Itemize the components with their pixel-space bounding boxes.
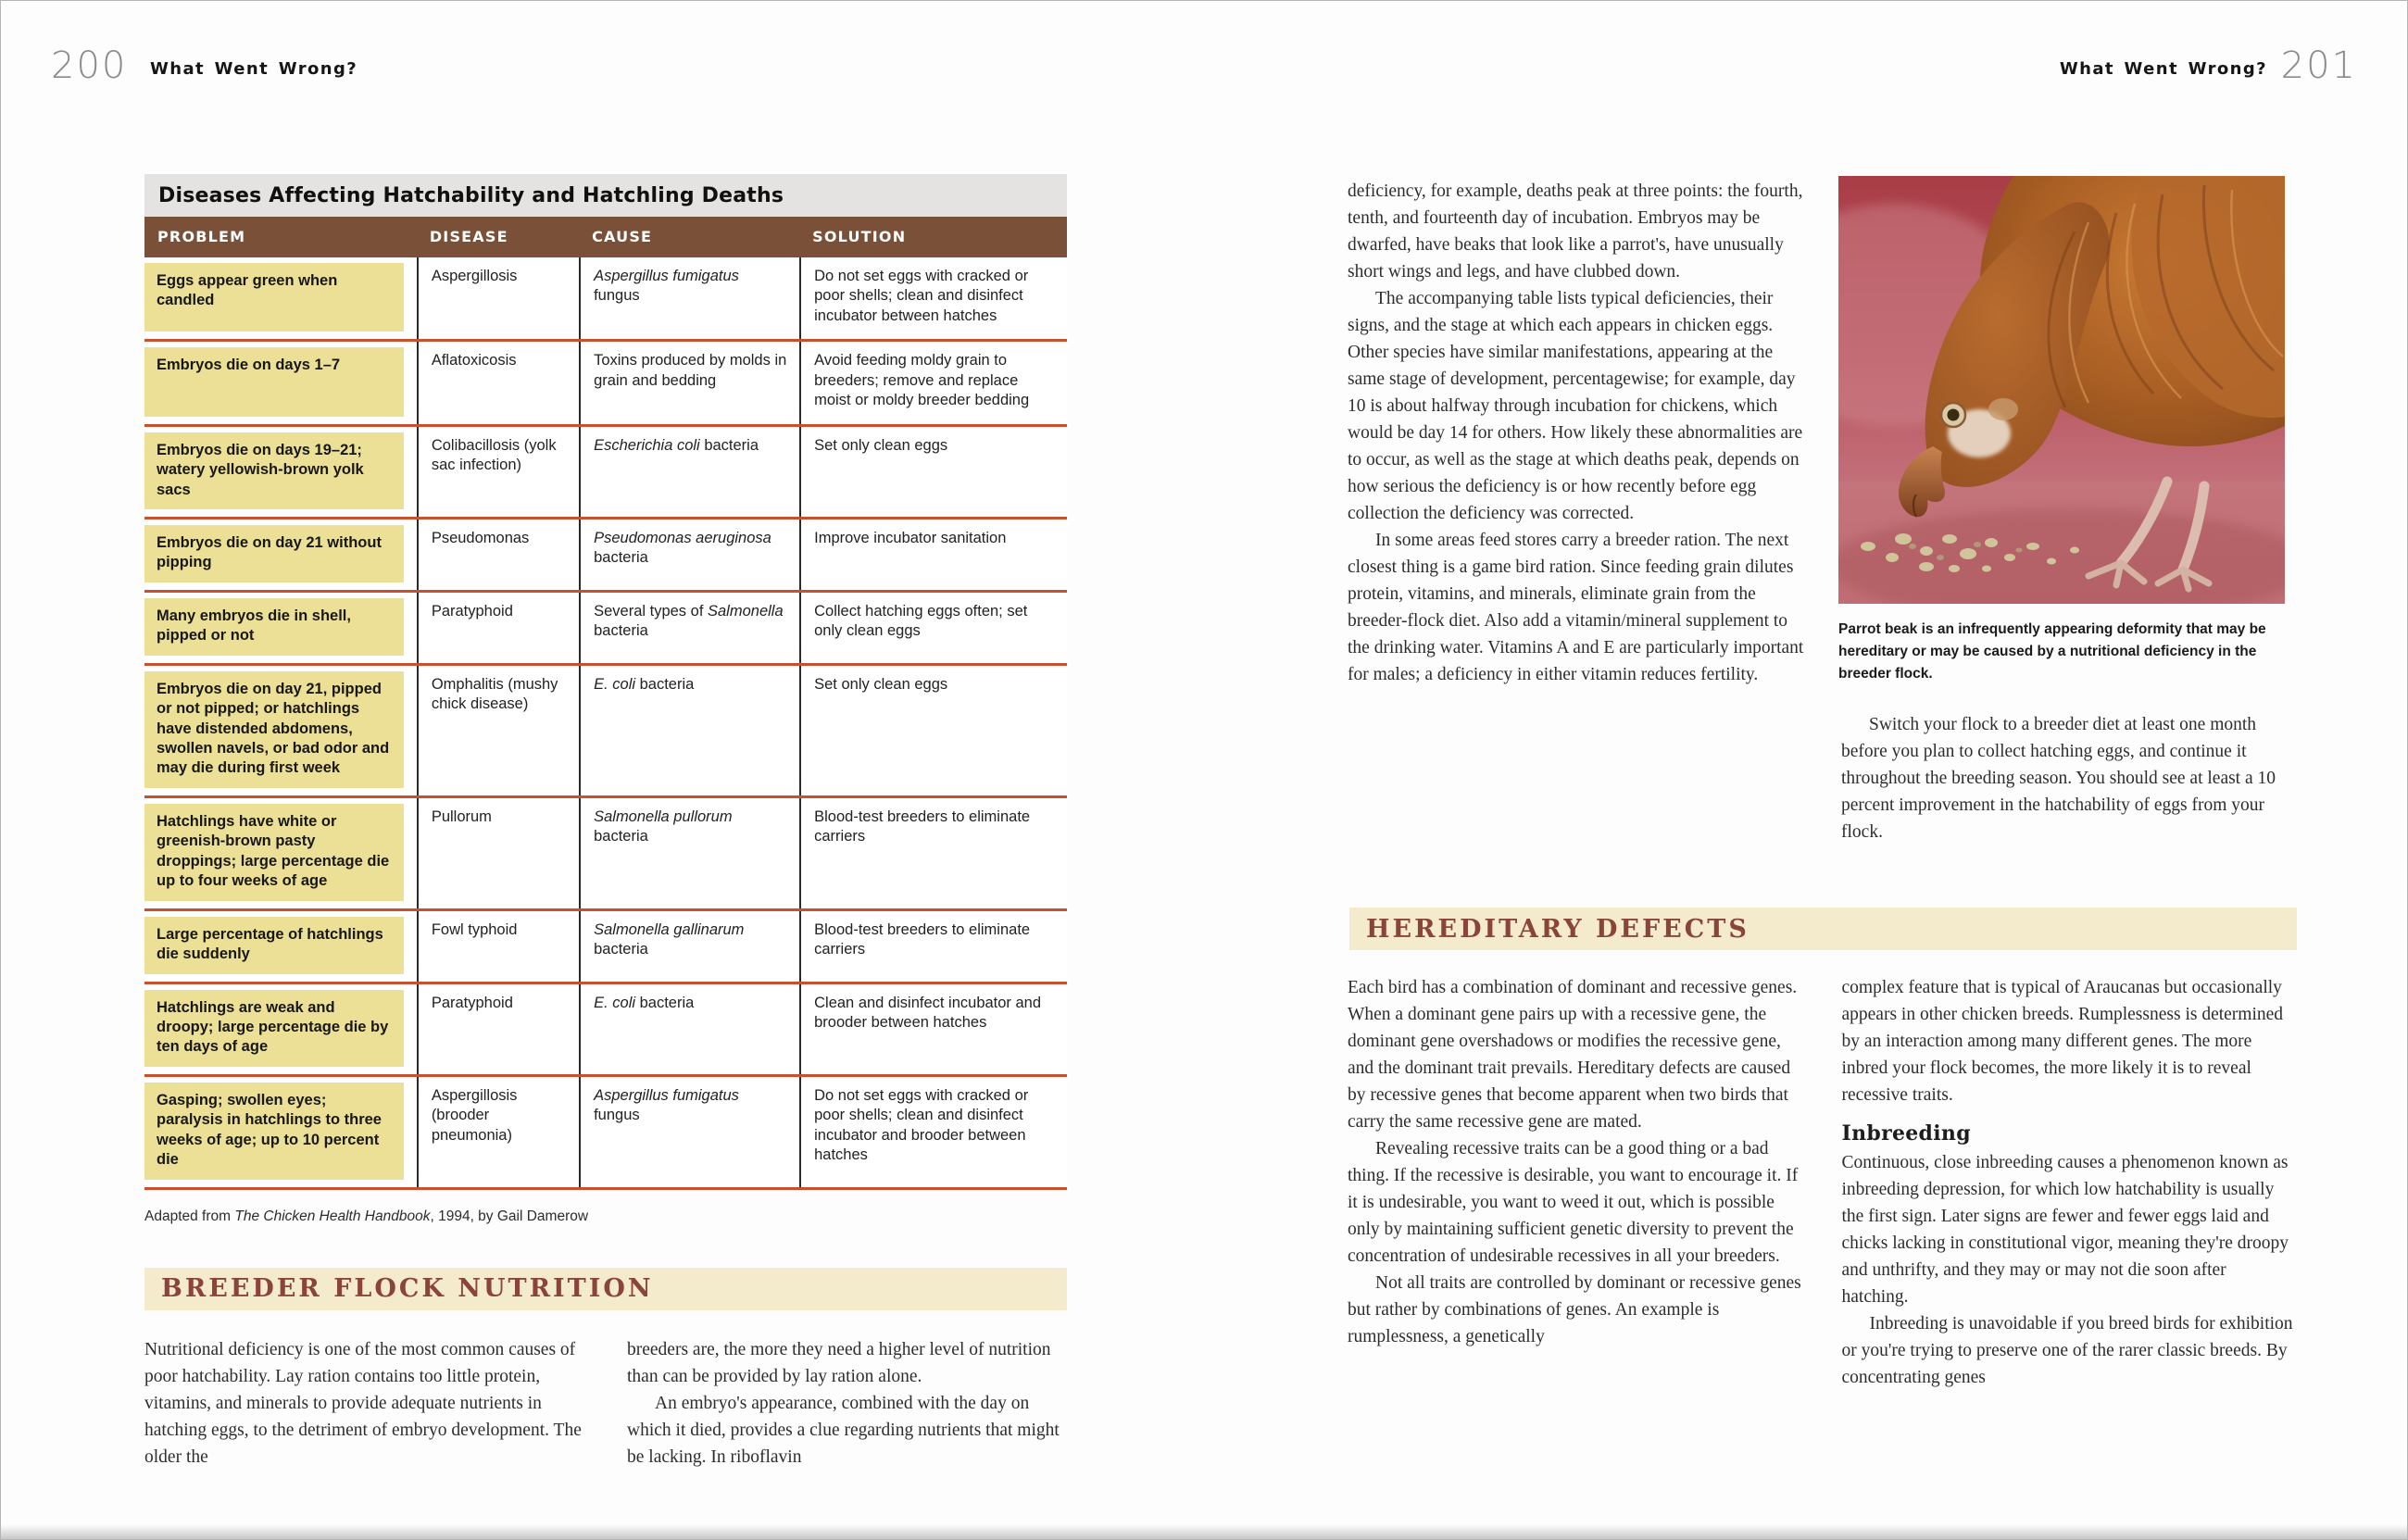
problem-cell (144, 520, 417, 590)
table-row (144, 984, 1067, 1077)
solution-cell: Avoid feeding moldy grain to breeders; remove and replace moist or moldy breeder bedding (799, 342, 1067, 423)
disease-cell: Paratyphoid (417, 984, 579, 1074)
nutrition-columns (144, 1336, 1067, 1471)
running-head-left: What Went Wrong? (150, 59, 358, 79)
right-page-column-2-text (1841, 711, 2297, 845)
table-row (144, 427, 1067, 520)
cause-cell: Aspergillus fumigatus fungus (579, 257, 799, 339)
inbreeding-subhead: Inbreeding (1841, 1121, 1971, 1146)
disease-cell: Aflatoxicosis (417, 342, 579, 423)
problem-cell (144, 427, 417, 517)
table-attribution: Adapted from The Chicken Health Handbook, 1994, by Gail Damerow (144, 1208, 589, 1224)
paragraph: Continuous, close inbreeding causes a phenomenon known as inbreeding depression, for which low hatchability is usually the first sign. Later signs are fewer and fewer eggs laid and chicks lacking in constitutional vigor, meaning they're droopy and unthrifty, and they may or may not die soon after hatching. (1841, 1153, 2289, 1307)
solution-cell: Improve incubator sanitation (799, 520, 1067, 590)
nutrition-column-2 (627, 1336, 1067, 1471)
problem-cell (144, 984, 417, 1074)
problem-text: Many embryos die in shell, pipped or not (144, 598, 404, 656)
table-header-row (144, 217, 1067, 257)
disease-cell: Aspergillosis (brooder pneumonia) (417, 1077, 579, 1187)
cause-cell: E. coli bacteria (579, 666, 799, 795)
hereditary-defects-columns (1348, 974, 2297, 1391)
cause-cell: Aspergillus fumigatus fungus (579, 1077, 799, 1187)
problem-cell (144, 666, 417, 795)
solution-cell: Clean and disinfect incubator and brooder between hatches (799, 984, 1067, 1074)
solution-cell: Set only clean eggs (799, 427, 1067, 517)
hereditary-defects-band (1349, 908, 2297, 950)
table-header-disease: DISEASE (429, 228, 508, 245)
problem-text: Embryos die on day 21, pipped or not pipped; or hatchlings have distended abdomens, swollen navels, or bad odor and may die during first week (144, 671, 404, 788)
cause-cell: Escherichia coli bacteria (579, 427, 799, 517)
inbreeding-text (1842, 1149, 2298, 1391)
page-number-left: 200 (51, 44, 128, 87)
problem-cell (144, 1077, 417, 1187)
cause-cell: Several types of Salmonella bacteria (579, 593, 799, 663)
problem-cell (144, 798, 417, 908)
problem-text: Large percentage of hatchlings die suddenly (144, 917, 404, 974)
paragraph: In some areas feed stores carry a breeder ration. The next closest thing is a game bird ration. Since feeding grain dilutes protein, vitamins, and minerals, eliminate grain from the breeder-flock diet. Also add a vitamin/mineral supplement to the drinking water. Vitamins A and E are particularly important for males; a deficiency in either vitamin reduces fertility. (1348, 531, 1804, 684)
paragraph: Not all traits are controlled by dominant or recessive genes but rather by combinations of genes. An example is rumplessness, a genetically (1348, 1273, 1801, 1346)
solution-cell: Blood-test breeders to eliminate carriers (799, 798, 1067, 908)
disease-cell: Aspergillosis (417, 257, 579, 339)
cause-cell: E. coli bacteria (579, 984, 799, 1074)
disease-cell: Pseudomonas (417, 520, 579, 590)
problem-text: Embryos die on day 21 without pipping (144, 525, 404, 582)
cause-cell: Salmonella gallinarum bacteria (579, 911, 799, 982)
paragraph: An embryo's appearance, combined with the day on which it died, provides a clue regarding nutrients that might be lacking. In riboflavin (627, 1393, 1060, 1467)
paragraph: Switch your flock to a breeder diet at least one month before you plan to collect hatching eggs, and continue it throughout the breeding season. You should see at least a 10 percent improvement in the hatchability of eggs from your flock. (1841, 715, 2276, 842)
left-page (144, 174, 1067, 1471)
hereditary-column-1 (1348, 974, 1803, 1391)
running-head-right: What Went Wrong? (2059, 59, 2267, 79)
paragraph: Nutritional deficiency is one of the most common causes of poor hatchability. Lay ration contains too little protein, vitamins, and minerals to provide adequate nutrients in hatching eggs, to the detriment of embryo development. The older the (144, 1339, 582, 1467)
solution-cell: Set only clean eggs (799, 666, 1067, 795)
table-row (144, 666, 1067, 798)
table-header-solution: SOLUTION (812, 228, 907, 245)
table-row (144, 520, 1067, 593)
solution-cell: Do not set eggs with cracked or poor shells; clean and disinfect incubator and brooder between hatches (799, 1077, 1067, 1187)
chicken-photo (1838, 176, 2285, 604)
cause-cell: Pseudomonas aeruginosa bacteria (579, 520, 799, 590)
breeder-flock-nutrition-band (144, 1268, 1067, 1310)
disease-table-body (144, 257, 1067, 1190)
problem-text: Eggs appear green when candled (144, 263, 404, 332)
hereditary-defects-heading: HEREDITARY DEFECTS (1366, 914, 1750, 944)
disease-cell: Pullorum (417, 798, 579, 908)
disease-cell: Omphalitis (mushy chick disease) (417, 666, 579, 795)
hereditary-column-2 (1842, 974, 2298, 1391)
problem-cell (144, 911, 417, 982)
table-title: Diseases Affecting Hatchability and Hatchling Deaths (144, 174, 1067, 217)
cause-cell: Salmonella pullorum bacteria (579, 798, 799, 908)
paragraph: complex feature that is typical of Araucanas but occasionally appears in other chicken breeds. Rumplessness is determined by an interaction among many different genes. The more inbred your flock becomes, the more likely it is to reveal recessive traits. (1841, 978, 2284, 1105)
table-row (144, 911, 1067, 984)
paragraph: The accompanying table lists typical deficiencies, their signs, and the stage at which each appears in chicken eggs. Other species have similar manifestations, appearing at the same stage of development, percentagewise; for example, day 10 is about halfway through incubation for chickens, which would be day 14 for others. How likely these abnormalities are to occur, as well as the stage at which deaths peak, depends on how serious the deficiency is or how recently before egg collection the deficiency was corrected. (1348, 289, 1803, 523)
solution-cell: Collect hatching eggs often; set only clean eggs (799, 593, 1067, 663)
hereditary-column-2-intro (1842, 974, 2298, 1108)
table-row (144, 798, 1067, 911)
page-number-right: 201 (2280, 44, 2357, 87)
table-row (144, 257, 1067, 342)
disease-cell: Paratyphoid (417, 593, 579, 663)
table-header-problem: PROBLEM (157, 228, 246, 245)
paragraph: Revealing recessive traits can be a good thing or a bad thing. If the recessive is desirable, you want to encourage it. If it is undesirable, you want to weed it out, which is possible only by maintaining sufficient genetic diversity to prevent the concentration of undesirable recessives in all your breeders. (1348, 1139, 1799, 1266)
table-header-cause: CAUSE (592, 228, 653, 245)
solution-cell: Do not set eggs with cracked or poor shells; clean and disinfect incubator between hatches (799, 257, 1067, 339)
right-page-column-1 (1348, 178, 1807, 688)
paragraph: breeders are, the more they need a higher level of nutrition than can be provided by lay ration alone. (627, 1339, 1051, 1386)
problem-cell (144, 342, 417, 423)
problem-text: Hatchlings have white or greenish-brown pasty droppings; large percentage die up to four weeks of age (144, 804, 404, 901)
table-row (144, 1077, 1067, 1190)
problem-text: Embryos die on days 19–21; watery yellowish-brown yolk sacs (144, 432, 404, 509)
problem-text: Embryos die on days 1–7 (144, 347, 404, 416)
table-row (144, 593, 1067, 666)
nutrition-column-1 (144, 1336, 584, 1471)
disease-cell: Fowl typhoid (417, 911, 579, 982)
paragraph: deficiency, for example, deaths peak at three points: the fourth, tenth, and fourteenth day of incubation. Embryos may be dwarfed, have beaks that look like a parrot's, have unusually short wings and legs, and have clubbed down. (1348, 182, 1803, 282)
disease-cell: Colibacillosis (yolk sac infection) (417, 427, 579, 517)
table-row (144, 342, 1067, 426)
problem-text: Hatchlings are weak and droopy; large percentage die by ten days of age (144, 990, 404, 1067)
photo-caption: Parrot beak is an infrequently appearing deformity that may be hereditary or may be caused by a nutritional deficiency in the breeder flock. (1838, 621, 2266, 682)
problem-text: Gasping; swollen eyes; paralysis in hatchlings to three weeks of age; up to 10 percent die (144, 1083, 404, 1180)
page-bottom-edge (1, 1524, 2407, 1539)
solution-cell: Blood-test breeders to eliminate carriers (799, 911, 1067, 982)
cause-cell: Toxins produced by molds in grain and bedding (579, 342, 799, 423)
paragraph: Inbreeding is unavoidable if you breed birds for exhibition or you're trying to preserve one of the rarer classic breeds. By concentrating genes (1841, 1314, 2293, 1387)
breeder-flock-nutrition-heading: BREEDER FLOCK NUTRITION (161, 1274, 654, 1304)
problem-cell (144, 593, 417, 663)
problem-cell (144, 257, 417, 339)
paragraph: Each bird has a combination of dominant and recessive genes. When a dominant gene pairs up with a recessive gene, the dominant gene overshadows or modifies the recessive gene, and the dominant trait prevails. Hereditary defects are caused by recessive genes that become apparent when two birds that carry the same recessive gene are mated. (1348, 978, 1798, 1132)
